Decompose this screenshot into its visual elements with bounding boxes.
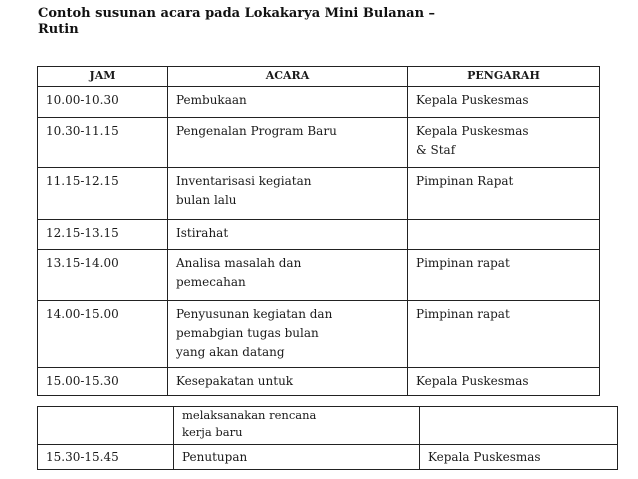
table-row [38,301,600,368]
table-row [38,118,600,168]
title-line-1: Contoh susunan acara pada Lokakarya Mini Bulanan – [38,6,436,21]
cell-jam: 13.15-14.00 [38,250,168,301]
cell-acara: melaksanakan rencana kerja baru [174,407,420,445]
table-row [38,220,600,250]
header-jam: JAM [38,67,168,87]
table-row [38,368,600,396]
cell-pengarah: Kepala Puskesmas [420,445,618,470]
cell-acara: Pembukaan [168,87,408,118]
header-acara: ACARA [168,67,408,87]
cell-jam: 10.00-10.30 [38,87,168,118]
cell-acara: Analisa masalah dan pemecahan [168,250,408,301]
cell-pengarah: Pimpinan rapat [408,301,600,368]
cell-jam [38,407,174,445]
header-pengarah: PENGARAH [408,67,600,87]
cell-acara: Istirahat [168,220,408,250]
table-row [38,250,600,301]
schedule-table-continued [37,406,618,470]
table-row [38,168,600,220]
cell-pengarah: Kepala Puskesmas [408,87,600,118]
document-title [38,6,618,38]
schedule-table [37,66,600,396]
cell-acara: Penutupan [174,445,420,470]
table-header-row [38,67,600,87]
cell-acara: Inventarisasi kegiatan bulan lalu [168,168,408,220]
cell-acara: Pengenalan Program Baru [168,118,408,168]
cell-jam: 14.00-15.00 [38,301,168,368]
cell-pengarah [408,220,600,250]
cell-pengarah: Pimpinan Rapat [408,168,600,220]
cell-acara: Kesepakatan untuk [168,368,408,396]
table-row [38,445,618,470]
cell-jam: 11.15-12.15 [38,168,168,220]
table-row [38,87,600,118]
cell-pengarah: Kepala Puskesmas [408,368,600,396]
cell-acara: Penyusunan kegiatan dan pemabgian tugas bulan yang akan datang [168,301,408,368]
cell-pengarah [420,407,618,445]
cell-pengarah: Pimpinan rapat [408,250,600,301]
cell-jam: 15.00-15.30 [38,368,168,396]
cell-jam: 15.30-15.45 [38,445,174,470]
table-row [38,407,618,445]
cell-pengarah: Kepala Puskesmas & Staf [408,118,600,168]
cell-jam: 10.30-11.15 [38,118,168,168]
title-line-2: Rutin [38,22,79,37]
cell-jam: 12.15-13.15 [38,220,168,250]
